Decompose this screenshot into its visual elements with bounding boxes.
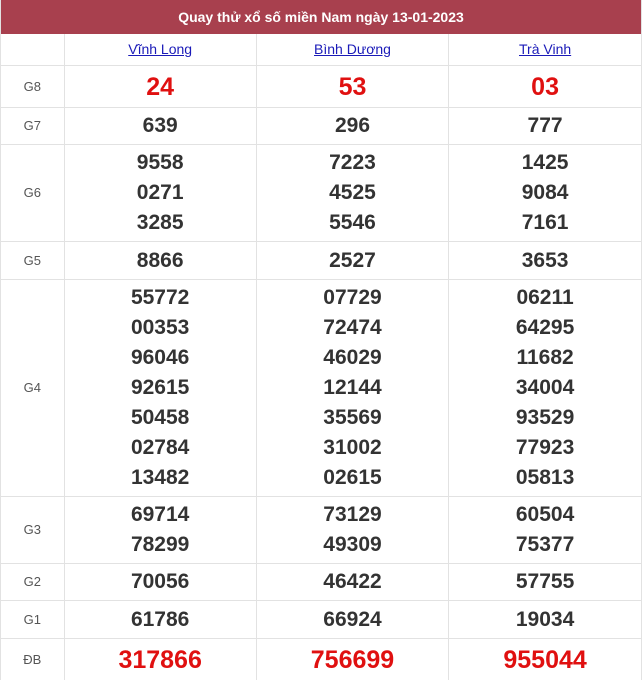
result-number: 78299 [130, 533, 190, 556]
result-cell [256, 66, 448, 108]
province-header-row [1, 34, 641, 66]
result-cell [64, 242, 256, 280]
result-cell [449, 639, 641, 680]
prize-label-cell [1, 108, 64, 145]
result-cell [256, 601, 448, 639]
result-cell [449, 497, 641, 564]
result-cell [449, 145, 641, 242]
result-number: 72474 [323, 316, 382, 339]
prize-label: G1 [23, 611, 41, 627]
prize-label-cell [1, 497, 64, 564]
province-header-cell [64, 34, 256, 66]
result-number: 02615 [323, 466, 382, 489]
result-cell [449, 564, 641, 601]
result-number: 19034 [515, 607, 575, 631]
result-number: 0271 [136, 181, 184, 204]
result-number: 96046 [130, 346, 190, 369]
result-number: 3653 [521, 248, 569, 272]
result-number: 3285 [136, 211, 184, 234]
result-number: 639 [142, 114, 178, 137]
result-number: 1425 [521, 151, 569, 174]
result-number: 73129 [323, 503, 382, 526]
result-number: 49309 [323, 533, 382, 556]
province-link-tra-vinh[interactable]: Trà Vinh [519, 40, 572, 57]
prize-row-special [1, 639, 641, 680]
prize-label: G4 [23, 380, 41, 395]
result-number: 24 [146, 72, 175, 101]
province-link-binh-duong[interactable]: Bình Dương [314, 40, 391, 57]
result-cell [449, 242, 641, 280]
result-cell [256, 564, 448, 601]
prize-label-cell [1, 601, 64, 639]
prize-row-g5 [1, 242, 641, 280]
prize-label: G5 [23, 252, 41, 268]
province-link-vinh-long[interactable]: Vĩnh Long [128, 40, 193, 57]
result-number: 31002 [323, 436, 382, 459]
prize-label: G2 [23, 574, 41, 589]
result-number: 93529 [515, 406, 575, 429]
result-number: 02784 [130, 436, 190, 459]
result-number: 11682 [516, 346, 574, 369]
result-number: 35569 [323, 406, 382, 429]
prize-row-g8 [1, 66, 641, 108]
result-cell [256, 242, 448, 280]
prize-label: G7 [23, 118, 41, 133]
result-cell [64, 145, 256, 242]
prize-label: G8 [23, 78, 41, 94]
result-cell [256, 108, 448, 145]
prize-row-g2 [1, 564, 641, 601]
result-cell [449, 108, 641, 145]
result-cell [64, 108, 256, 145]
result-number: 00353 [130, 316, 190, 339]
results-table [1, 34, 641, 680]
result-number: 34004 [515, 376, 575, 399]
prize-row-g1 [1, 601, 641, 639]
result-cell [64, 280, 256, 497]
result-number: 57755 [515, 570, 575, 593]
prize-row-g3 [1, 497, 641, 564]
result-number: 53 [338, 72, 367, 101]
prize-label: G6 [23, 185, 41, 200]
prize-label-cell [1, 145, 64, 242]
prize-label-cell [1, 66, 64, 108]
result-number: 70056 [130, 570, 190, 593]
result-number: 9084 [521, 181, 569, 204]
result-number: 69714 [130, 503, 190, 526]
result-number: 61786 [130, 607, 190, 631]
result-number: 777 [527, 114, 563, 137]
prize-row-g7 [1, 108, 641, 145]
result-number: 8866 [136, 248, 184, 272]
result-number: 46029 [323, 346, 382, 369]
result-number: 60504 [515, 503, 575, 526]
result-number: 4525 [329, 181, 376, 204]
result-number: 7161 [521, 211, 569, 234]
result-number: 64295 [515, 316, 575, 339]
prize-label-cell [1, 242, 64, 280]
result-number: 50458 [130, 406, 190, 429]
result-number: 46422 [323, 570, 382, 593]
result-number: 12144 [323, 376, 382, 399]
result-cell [64, 639, 256, 680]
province-header-cell [449, 34, 641, 66]
result-number: 955044 [503, 645, 587, 674]
corner-cell [1, 34, 64, 66]
result-number: 03 [531, 72, 559, 101]
result-number: 75377 [515, 533, 575, 556]
result-number: 05813 [515, 466, 575, 489]
result-number: 66924 [323, 607, 382, 631]
result-cell [449, 66, 641, 108]
prize-label: G3 [23, 522, 41, 537]
result-number: 92615 [130, 376, 190, 399]
prize-label: ĐB [23, 651, 42, 667]
result-cell [256, 497, 448, 564]
result-number: 06211 [516, 286, 574, 309]
prize-row-g6 [1, 145, 641, 242]
result-cell [449, 280, 641, 497]
result-number: 07729 [323, 286, 382, 309]
result-cell [64, 564, 256, 601]
result-cell [256, 280, 448, 497]
result-number: 756699 [310, 645, 395, 674]
result-number: 77923 [515, 436, 575, 459]
prize-label-cell [1, 280, 64, 497]
result-number: 9558 [136, 151, 184, 174]
result-cell [256, 639, 448, 680]
province-header-cell [256, 34, 448, 66]
prize-label-cell [1, 564, 64, 601]
result-number: 5546 [329, 211, 376, 234]
result-cell [64, 66, 256, 108]
result-number: 317866 [118, 645, 202, 674]
result-number: 13482 [130, 466, 190, 489]
result-cell [449, 601, 641, 639]
prize-label-cell [1, 639, 64, 680]
page-title: Quay thử xổ số miền Nam ngày 13-01-2023 [1, 0, 641, 34]
prize-row-g4 [1, 280, 641, 497]
result-cell [64, 601, 256, 639]
result-cell [64, 497, 256, 564]
result-number: 2527 [329, 248, 376, 272]
result-cell [256, 145, 448, 242]
result-number: 55772 [130, 286, 190, 309]
result-number: 7223 [329, 151, 376, 174]
result-number: 296 [334, 114, 371, 137]
